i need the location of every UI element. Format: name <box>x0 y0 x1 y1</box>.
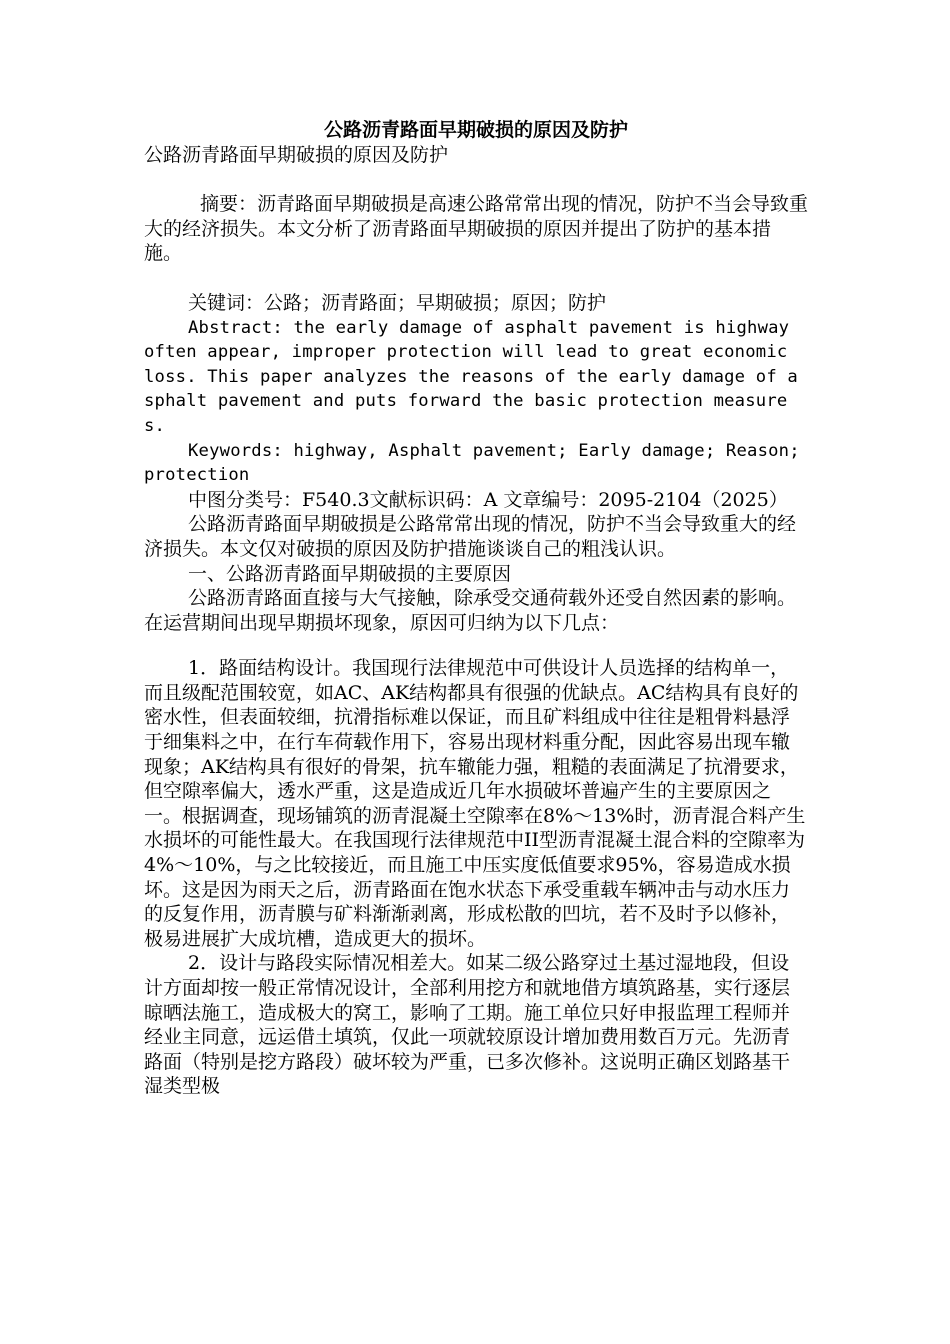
keywords-en: Keywords: highway, Asphalt pavement; Early damage; Reason; protection <box>144 440 800 486</box>
document-page <box>144 118 808 1099</box>
item-2-paragraph: 2．设计与路段实际情况相差大。如某二级公路穿过土基过湿地段，但设计方面却按一般正常情况设计，全部利用挖方和就地借方填筑路基，实行逐层晾晒法施工，造成极大的窝工，影响了工期。施工单位只好申报监理工程师并经业主同意，远运借土填筑，仅此一项就较原设计增加费用数百万元。先沥青路面（特别是挖方路段）破坏较为严重，已多次修补。这说明正确区划路基干湿类型极 <box>144 952 791 1098</box>
document-title: 公路沥青路面早期破损的原因及防护 <box>323 119 628 141</box>
document-subtitle: 公路沥青路面早期破损的原因及防护 <box>144 143 449 166</box>
keywords-cn: 关键词：公路；沥青路面；早期破损；原因；防护 <box>188 291 607 314</box>
item-1-paragraph: 1．路面结构设计。我国现行法律规范中可供设计人员选择的结构单一，而且级配范围较宽，如AC、AK结构都具有很强的优缺点。AC结构具有良好的密水性，但表面较细，抗滑指标难以保证，而且矿料组成中往往是粗骨料悬浮于细集料之中，在行车荷载作用下，容易出现材料重分配，因此容易出现车辙现象；AK结构具有很好的骨架，抗车辙能力强，粗糙的表面满足了抗滑要求，但空隙率偏大，透水严重，这是造成近几年水损破坏普遍产生的主要原因之一。根据调查，现场铺筑的沥青混凝土空隙率在8%～13%时，沥青混合料产生水损坏的可能性最大。在我国现行法律规范中II型沥青混凝土混合料的空隙率为4%～10%，与之比较接近，而且施工中压实度低值要求95%，容易造成水损坏。这是因为雨天之后，沥青路面在饱水状态下承受重载车辆冲击与动水压力的反复作用，沥青膜与矿料渐渐剥离，形成松散的凹坑，若不及时予以修补，极易进展扩大成坑槽，造成更大的损坏。 <box>144 657 806 950</box>
section-intro-paragraph: 公路沥青路面直接与大气接触，除承受交通荷载外还受自然因素的影响。在运营期间出现早期损坏现象，原因可归纳为以下几点： <box>144 587 797 634</box>
abstract-cn: 摘要：沥青路面早期破损是高速公路常常出现的情况，防护不当会导致重大的经济损失。本文分析了沥青路面早期破损的原因并提出了防护的基本措施。 <box>144 193 809 265</box>
section-heading: 一、公路沥青路面早期破损的主要原因 <box>188 562 512 585</box>
classification-line: 中图分类号：F540.3文献标识码：A 文章编号：2095-2104（2025） <box>188 488 788 511</box>
abstract-en: Abstract: the early damage of asphalt pavement is highway often appear, improper protection will lead to great economic loss. This paper analyzes the reasons of the early damage of asphalt pavement and puts forward the basic protection measures. <box>144 317 798 436</box>
intro-paragraph: 公路沥青路面早期破损是公路常常出现的情况，防护不当会导致重大的经济损失。本文仅对破损的原因及防护措施谈谈自己的粗浅认识。 <box>144 513 797 560</box>
